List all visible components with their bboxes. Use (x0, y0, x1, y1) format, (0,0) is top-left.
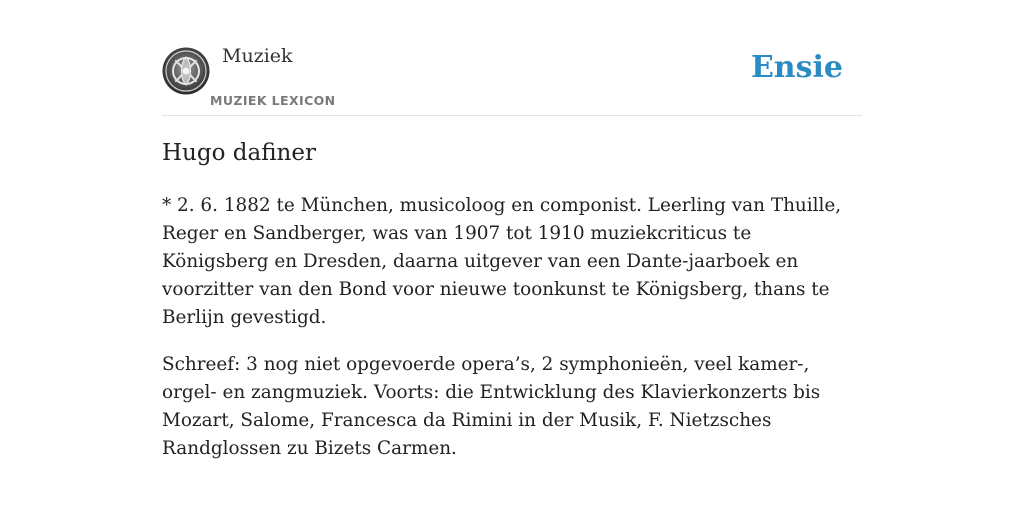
article-body (162, 192, 862, 482)
header (162, 0, 862, 116)
article-paragraph: * 2. 6. 1882 te München, musicoloog en componist. Leerling van Thuille, Reger en Sandberger, was van 1907 tot 1910 muziekcriticus te Königsberg en Dresden, daarna uitgever van een Dante-jaarboek en voorzitter van den Bond voor nieuwe toonkunst te Königsberg, thans te Berlijn gevestigd. (162, 195, 842, 328)
category-sublabel: MUZIEK LEXICON (210, 93, 336, 108)
article-paragraph: Schreef: 3 nog niet opgevoerde opera’s, 2 symphonieën, veel kamer-, orgel- en zangmuziek. Voorts: die Entwicklung des Klavierkonzerts bis Mozart, Salome, Francesca da Rimini in der Musik, F. Nietzsches Randglossen zu Bizets Carmen. (162, 354, 821, 459)
brand-logo[interactable]: Ensie (750, 50, 843, 85)
music-emblem-icon[interactable] (162, 47, 210, 95)
page-container (162, 0, 862, 459)
article-title: Hugo dafiner (162, 140, 316, 166)
category-title[interactable]: Muziek (222, 45, 293, 67)
